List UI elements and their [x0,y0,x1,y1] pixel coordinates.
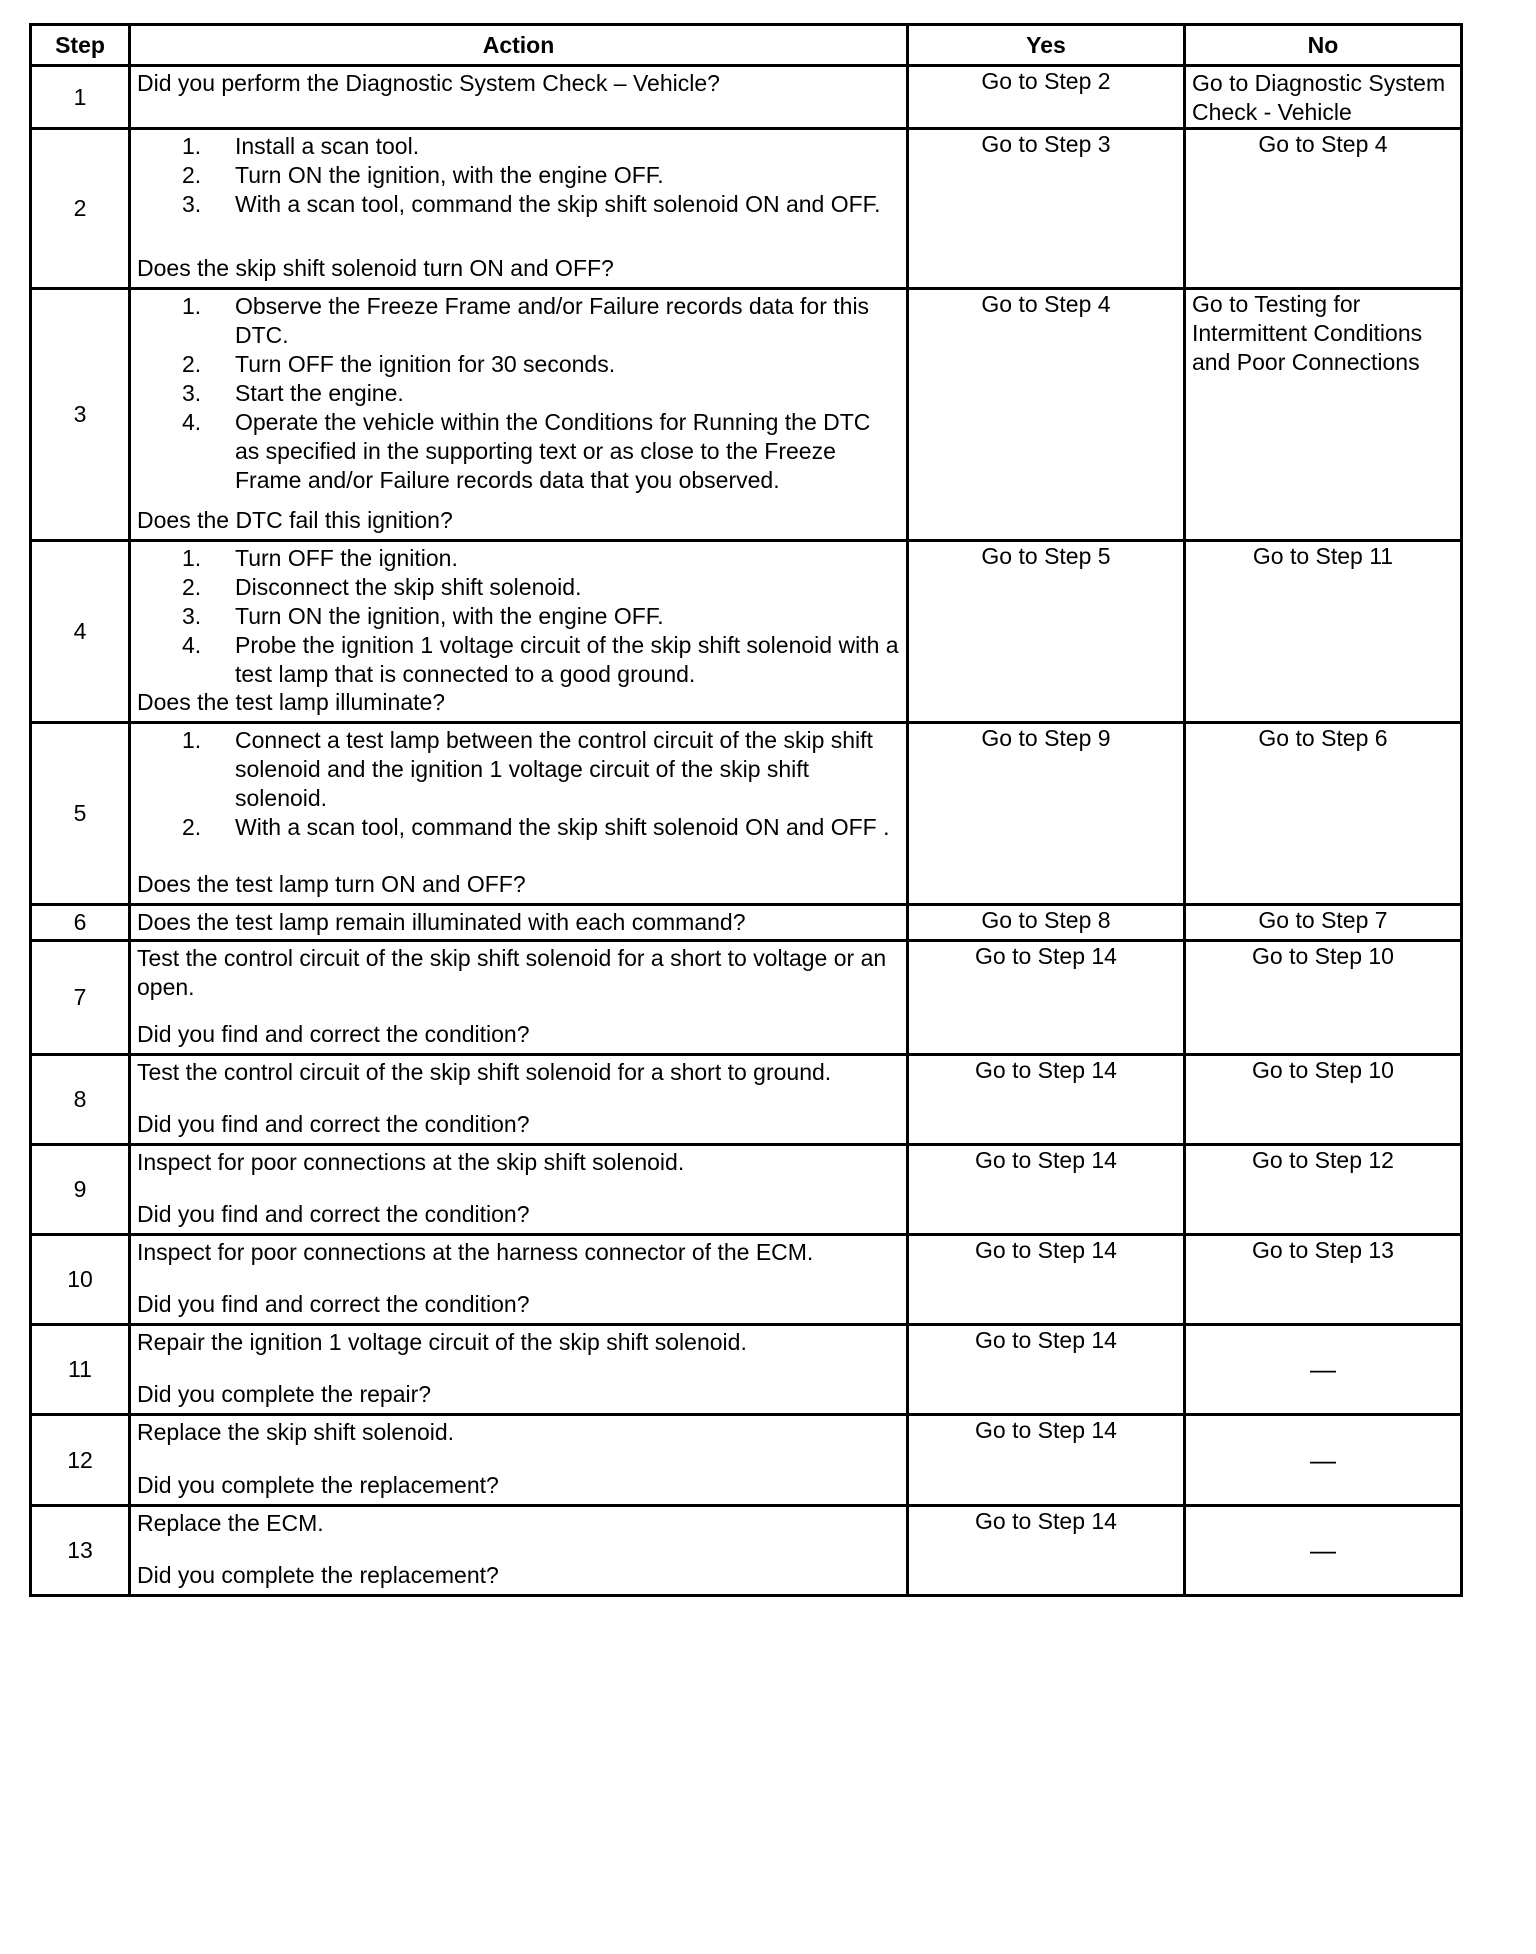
no-result: Go to Step 12 [1185,1145,1462,1235]
table-row [31,66,1462,129]
action-step [182,132,901,161]
step-number: 1 [31,66,130,129]
no-result: Go to Step 13 [1185,1235,1462,1325]
action-step-text: With a scan tool, command the skip shift solenoid ON and OFF . [235,814,890,840]
action-step [182,573,901,602]
action-cell [130,1055,908,1145]
action-step-text: Install a scan tool. [235,133,420,159]
action-statement: Inspect for poor connections at the harness connector of the ECM. [137,1239,814,1265]
action-step-text: Observe the Freeze Frame and/or Failure records data for this DTC. [235,293,870,348]
action-step-number: 2. [182,814,202,840]
action-cell [130,1235,908,1325]
action-cell [130,1325,908,1415]
yes-result: Go to Step 5 [908,541,1185,723]
header-row [31,25,1462,66]
action-step-number: 1. [182,727,202,753]
action-step-text: Operate the vehicle within the Conditions for Running the DTC as specified in the supporting text or as close to the Freeze Frame and/or Failure records data that you observed. [235,409,871,493]
action-step-number: 3. [182,603,202,629]
action-step-number: 1. [182,545,202,571]
yes-result: Go to Step 14 [908,941,1185,1055]
no-result: Go to Step 4 [1185,129,1462,289]
action-steps-list [137,726,901,842]
action-step [182,190,901,219]
header-yes: Yes [908,25,1185,66]
table-row [31,129,1462,289]
action-statement: Inspect for poor connections at the skip shift solenoid. [137,1149,685,1175]
action-question: Did you complete the repair? [137,1381,432,1407]
yes-result: Go to Step 9 [908,723,1185,905]
action-step [182,350,901,379]
table-row [31,941,1462,1055]
step-number: 12 [31,1415,130,1506]
no-result: Go to Step 7 [1185,905,1462,941]
action-step-text: Connect a test lamp between the control circuit of the skip shift solenoid and the ignition 1 voltage circuit of the skip shift solenoid. [235,727,873,811]
step-number: 2 [31,129,130,289]
table-row [31,1506,1462,1596]
step-number: 4 [31,541,130,723]
action-cell [130,129,908,289]
action-question: Did you find and correct the condition? [137,1201,530,1227]
no-result: Go to Step 10 [1185,941,1462,1055]
action-statement: Does the test lamp remain illuminated with each command? [137,909,746,935]
table-row [31,541,1462,723]
yes-result: Go to Step 8 [908,905,1185,941]
action-steps-list [137,544,901,689]
action-step [182,161,901,190]
action-question: Does the skip shift solenoid turn ON and OFF? [137,255,614,281]
step-number: 5 [31,723,130,905]
action-step-number: 1. [182,133,202,159]
action-question: Does the DTC fail this ignition? [137,507,453,533]
action-step-number: 3. [182,380,202,406]
no-result: Go to Step 10 [1185,1055,1462,1145]
no-result: Go to Step 11 [1185,541,1462,723]
action-question: Did you find and correct the condition? [137,1111,530,1137]
action-step-text: Probe the ignition 1 voltage circuit of the skip shift solenoid with a test lamp that is connected to a good ground. [235,632,899,687]
action-step [182,544,901,573]
step-number: 9 [31,1145,130,1235]
action-step-number: 4. [182,632,202,658]
no-result: Go to Step 6 [1185,723,1462,905]
action-steps-list [137,132,901,219]
action-step [182,726,901,813]
action-step-text: Turn ON the ignition, with the engine OFF. [235,162,664,188]
action-cell [130,66,908,129]
action-step-text: Turn OFF the ignition for 30 seconds. [235,351,616,377]
action-question: Did you find and correct the condition? [137,1021,530,1047]
action-cell [130,941,908,1055]
yes-result: Go to Step 14 [908,1506,1185,1596]
action-question: Did you find and correct the condition? [137,1291,530,1317]
action-step-number: 1. [182,293,202,319]
no-result: — [1185,1506,1462,1596]
table-row [31,1325,1462,1415]
action-question: Does the test lamp illuminate? [137,689,446,715]
action-cell [130,1145,908,1235]
header-step: Step [31,25,130,66]
table-row [31,1055,1462,1145]
action-step [182,408,901,495]
action-step-text: Disconnect the skip shift solenoid. [235,574,582,600]
action-cell [130,541,908,723]
action-step-number: 3. [182,191,202,217]
action-statement: Test the control circuit of the skip shift solenoid for a short to ground. [137,1059,832,1085]
action-question: Did you complete the replacement? [137,1562,499,1588]
no-result: Go to Diagnostic System Check - Vehicle [1185,66,1462,129]
action-step [182,292,901,350]
table-row [31,1415,1462,1506]
action-steps-list [137,292,901,495]
action-step [182,631,901,689]
action-cell [130,1506,908,1596]
action-cell [130,289,908,541]
no-result: — [1185,1415,1462,1506]
step-number: 13 [31,1506,130,1596]
action-cell [130,905,908,941]
step-number: 6 [31,905,130,941]
yes-result: Go to Step 3 [908,129,1185,289]
step-number: 7 [31,941,130,1055]
yes-result: Go to Step 2 [908,66,1185,129]
action-step-number: 2. [182,574,202,600]
action-step [182,379,901,408]
action-statement: Did you perform the Diagnostic System Check – Vehicle? [137,70,720,96]
step-number: 8 [31,1055,130,1145]
table-body [31,66,1462,1596]
action-step [182,602,901,631]
yes-result: Go to Step 14 [908,1145,1185,1235]
action-cell [130,723,908,905]
step-number: 11 [31,1325,130,1415]
step-number: 3 [31,289,130,541]
action-statement: Replace the ECM. [137,1510,324,1536]
no-result: — [1185,1325,1462,1415]
action-step-text: Start the engine. [235,380,404,406]
action-cell [130,1415,908,1506]
yes-result: Go to Step 14 [908,1055,1185,1145]
action-step-number: 2. [182,162,202,188]
yes-result: Go to Step 14 [908,1325,1185,1415]
yes-result: Go to Step 14 [908,1235,1185,1325]
action-step-number: 4. [182,409,202,435]
action-question: Does the test lamp turn ON and OFF? [137,871,526,897]
header-no: No [1185,25,1462,66]
table-row [31,1235,1462,1325]
header-action: Action [130,25,908,66]
action-statement: Repair the ignition 1 voltage circuit of the skip shift solenoid. [137,1329,747,1355]
action-step [182,813,901,842]
yes-result: Go to Step 4 [908,289,1185,541]
table-row [31,905,1462,941]
action-statement: Test the control circuit of the skip shift solenoid for a short to voltage or an open. [137,945,887,1000]
action-step-text: Turn ON the ignition, with the engine OFF. [235,603,664,629]
action-step-number: 2. [182,351,202,377]
action-step-text: Turn OFF the ignition. [235,545,458,571]
table-row [31,723,1462,905]
table-row [31,289,1462,541]
step-number: 10 [31,1235,130,1325]
diagnostic-table [29,23,1463,1597]
action-statement: Replace the skip shift solenoid. [137,1419,455,1445]
action-step-text: With a scan tool, command the skip shift solenoid ON and OFF. [235,191,881,217]
action-question: Did you complete the replacement? [137,1472,499,1498]
table-row [31,1145,1462,1235]
yes-result: Go to Step 14 [908,1415,1185,1506]
no-result: Go to Testing for Intermittent Conditions and Poor Connections [1185,289,1462,541]
